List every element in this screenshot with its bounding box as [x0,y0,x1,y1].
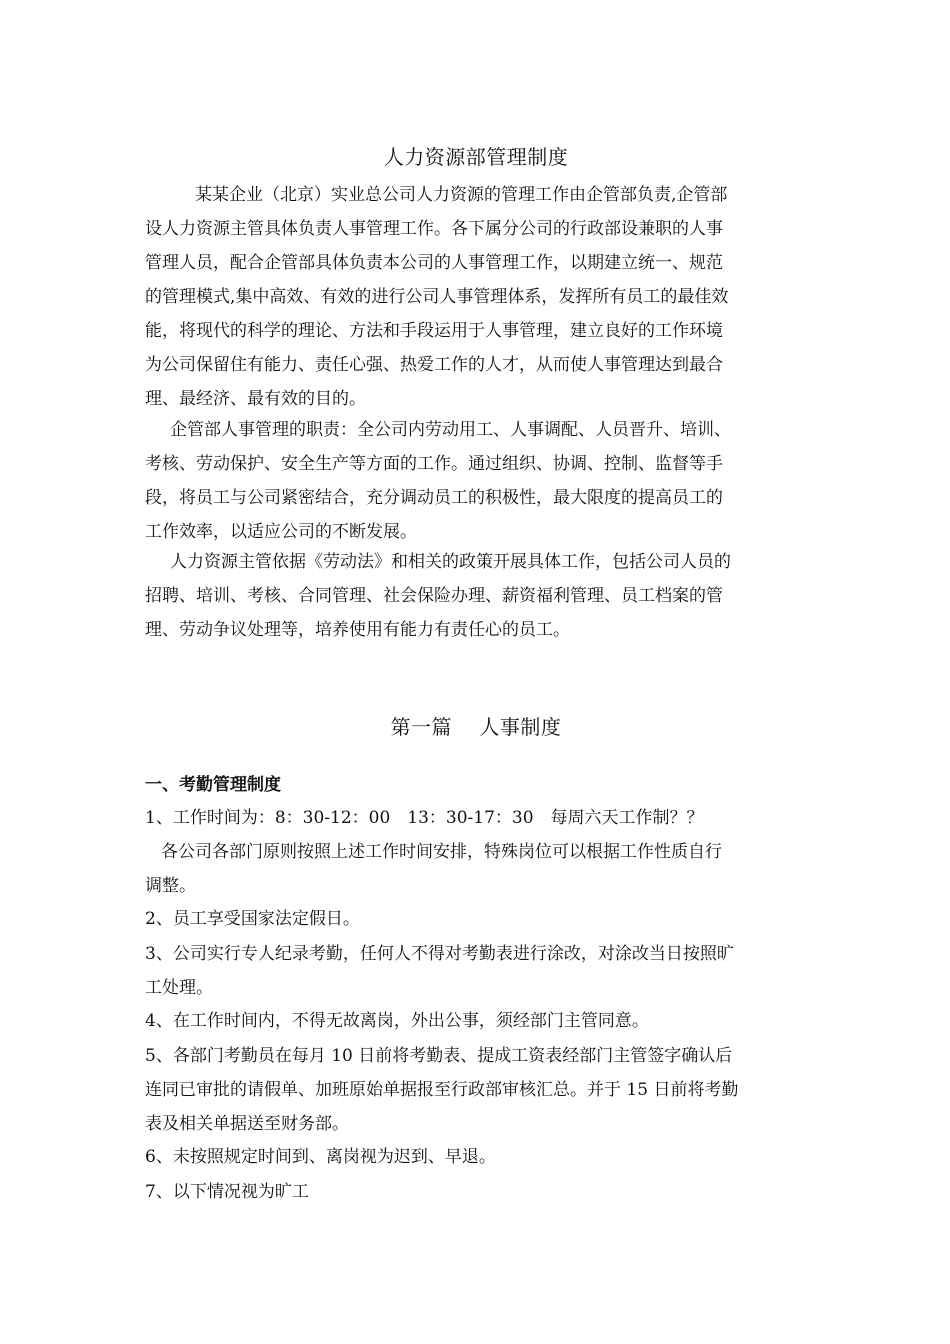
document-title: 人力资源部管理制度 [383,145,569,169]
item-4-block [145,1004,807,1038]
supervisor-line: 理、劳动争议处理等，培养使用有能力有责任心的员工。 [145,620,570,640]
item-5-line: 5、各部门考勤员在每月 10 日前将考勤表、提成工资表经部门主管签字确认后 [145,1046,733,1066]
duties-paragraph [145,413,807,549]
supervisor-line: 招聘、培训、考核、合同管理、社会保险办理、薪资福利管理、员工档案的管 [145,586,723,606]
item-7-block [145,1175,807,1209]
supervisor-paragraph [145,545,807,647]
item-1-note-line: 调整。 [145,876,196,896]
part-title: 第一篇 人事制度 [390,715,562,739]
item-1-note-line: 各公司各部门原则按照上述工作时间安排，特殊岗位可以根据工作性质自行 [161,842,722,862]
duties-line: 企管部人事管理的职责：全公司内劳动用工、人事调配、人员晋升、培训、 [170,420,731,440]
item-5-line: 连同已审批的请假单、加班原始单据报至行政部审核汇总。并于 15 日前将考勤 [145,1080,739,1100]
item-7: 7、以下情况视为旷工 [145,1182,309,1202]
item-4: 4、在工作时间内，不得无故离岗，外出公事，须经部门主管同意。 [145,1011,649,1031]
supervisor-line: 人力资源主管依据《劳动法》和相关的政策开展具体工作，包括公司人员的 [170,552,731,572]
item-3-line: 工处理。 [145,978,213,998]
item-6-block [145,1140,807,1174]
intro-line: 理、最经济、最有效的目的。 [145,389,366,409]
intro-line: 设人力资源主管具体负责人事管理工作。各下属分公司的行政部设兼职的人事 [145,219,723,239]
intro-line: 为公司保留住有能力、责任心强、热爱工作的人才，从而使人事管理达到最合 [145,355,723,375]
duties-line: 工作效率，以适应公司的不断发展。 [145,522,417,542]
item-1: 1、工作时间为：8：30-12：00 13：30-17：30 每周六天工作制？？ [145,808,704,828]
item-3-block [145,937,807,1005]
intro-paragraph [145,178,807,416]
item-5-block [145,1039,807,1141]
section-heading-text: 一、考勤管理制度 [145,775,281,795]
item-3-line: 3、公司实行专人纪录考勤，任何人不得对考勤表进行涂改，对涂改当日按照旷 [145,944,734,964]
intro-line: 的管理模式,集中高效、有效的进行公司人事管理体系，发挥所有员工的最佳效 [145,287,729,307]
duties-line: 考核、劳动保护、安全生产等方面的工作。通过组织、协调、控制、监督等手 [145,454,723,474]
item-6: 6、未按照规定时间到、离岗视为迟到、早退。 [145,1147,496,1167]
item-2-block [145,902,807,936]
section-heading [145,768,807,802]
item-2: 2、员工享受国家法定假日。 [145,909,360,929]
duties-line: 段，将员工与公司紧密结合，充分调动员工的积极性，最大限度的提高员工的 [145,488,723,508]
intro-line: 管理人员，配合企管部具体负责本公司的人事管理工作，以期建立统一、规范 [145,253,723,273]
item-5-line: 表及相关单据送至财务部。 [145,1114,349,1134]
intro-line: 某某企业（北京）实业总公司人力资源的管理工作由企管部负责,企管部 [195,185,728,205]
intro-line: 能，将现代的科学的理论、方法和手段运用于人事管理，建立良好的工作环境 [145,321,723,341]
attendance-items [145,801,807,903]
